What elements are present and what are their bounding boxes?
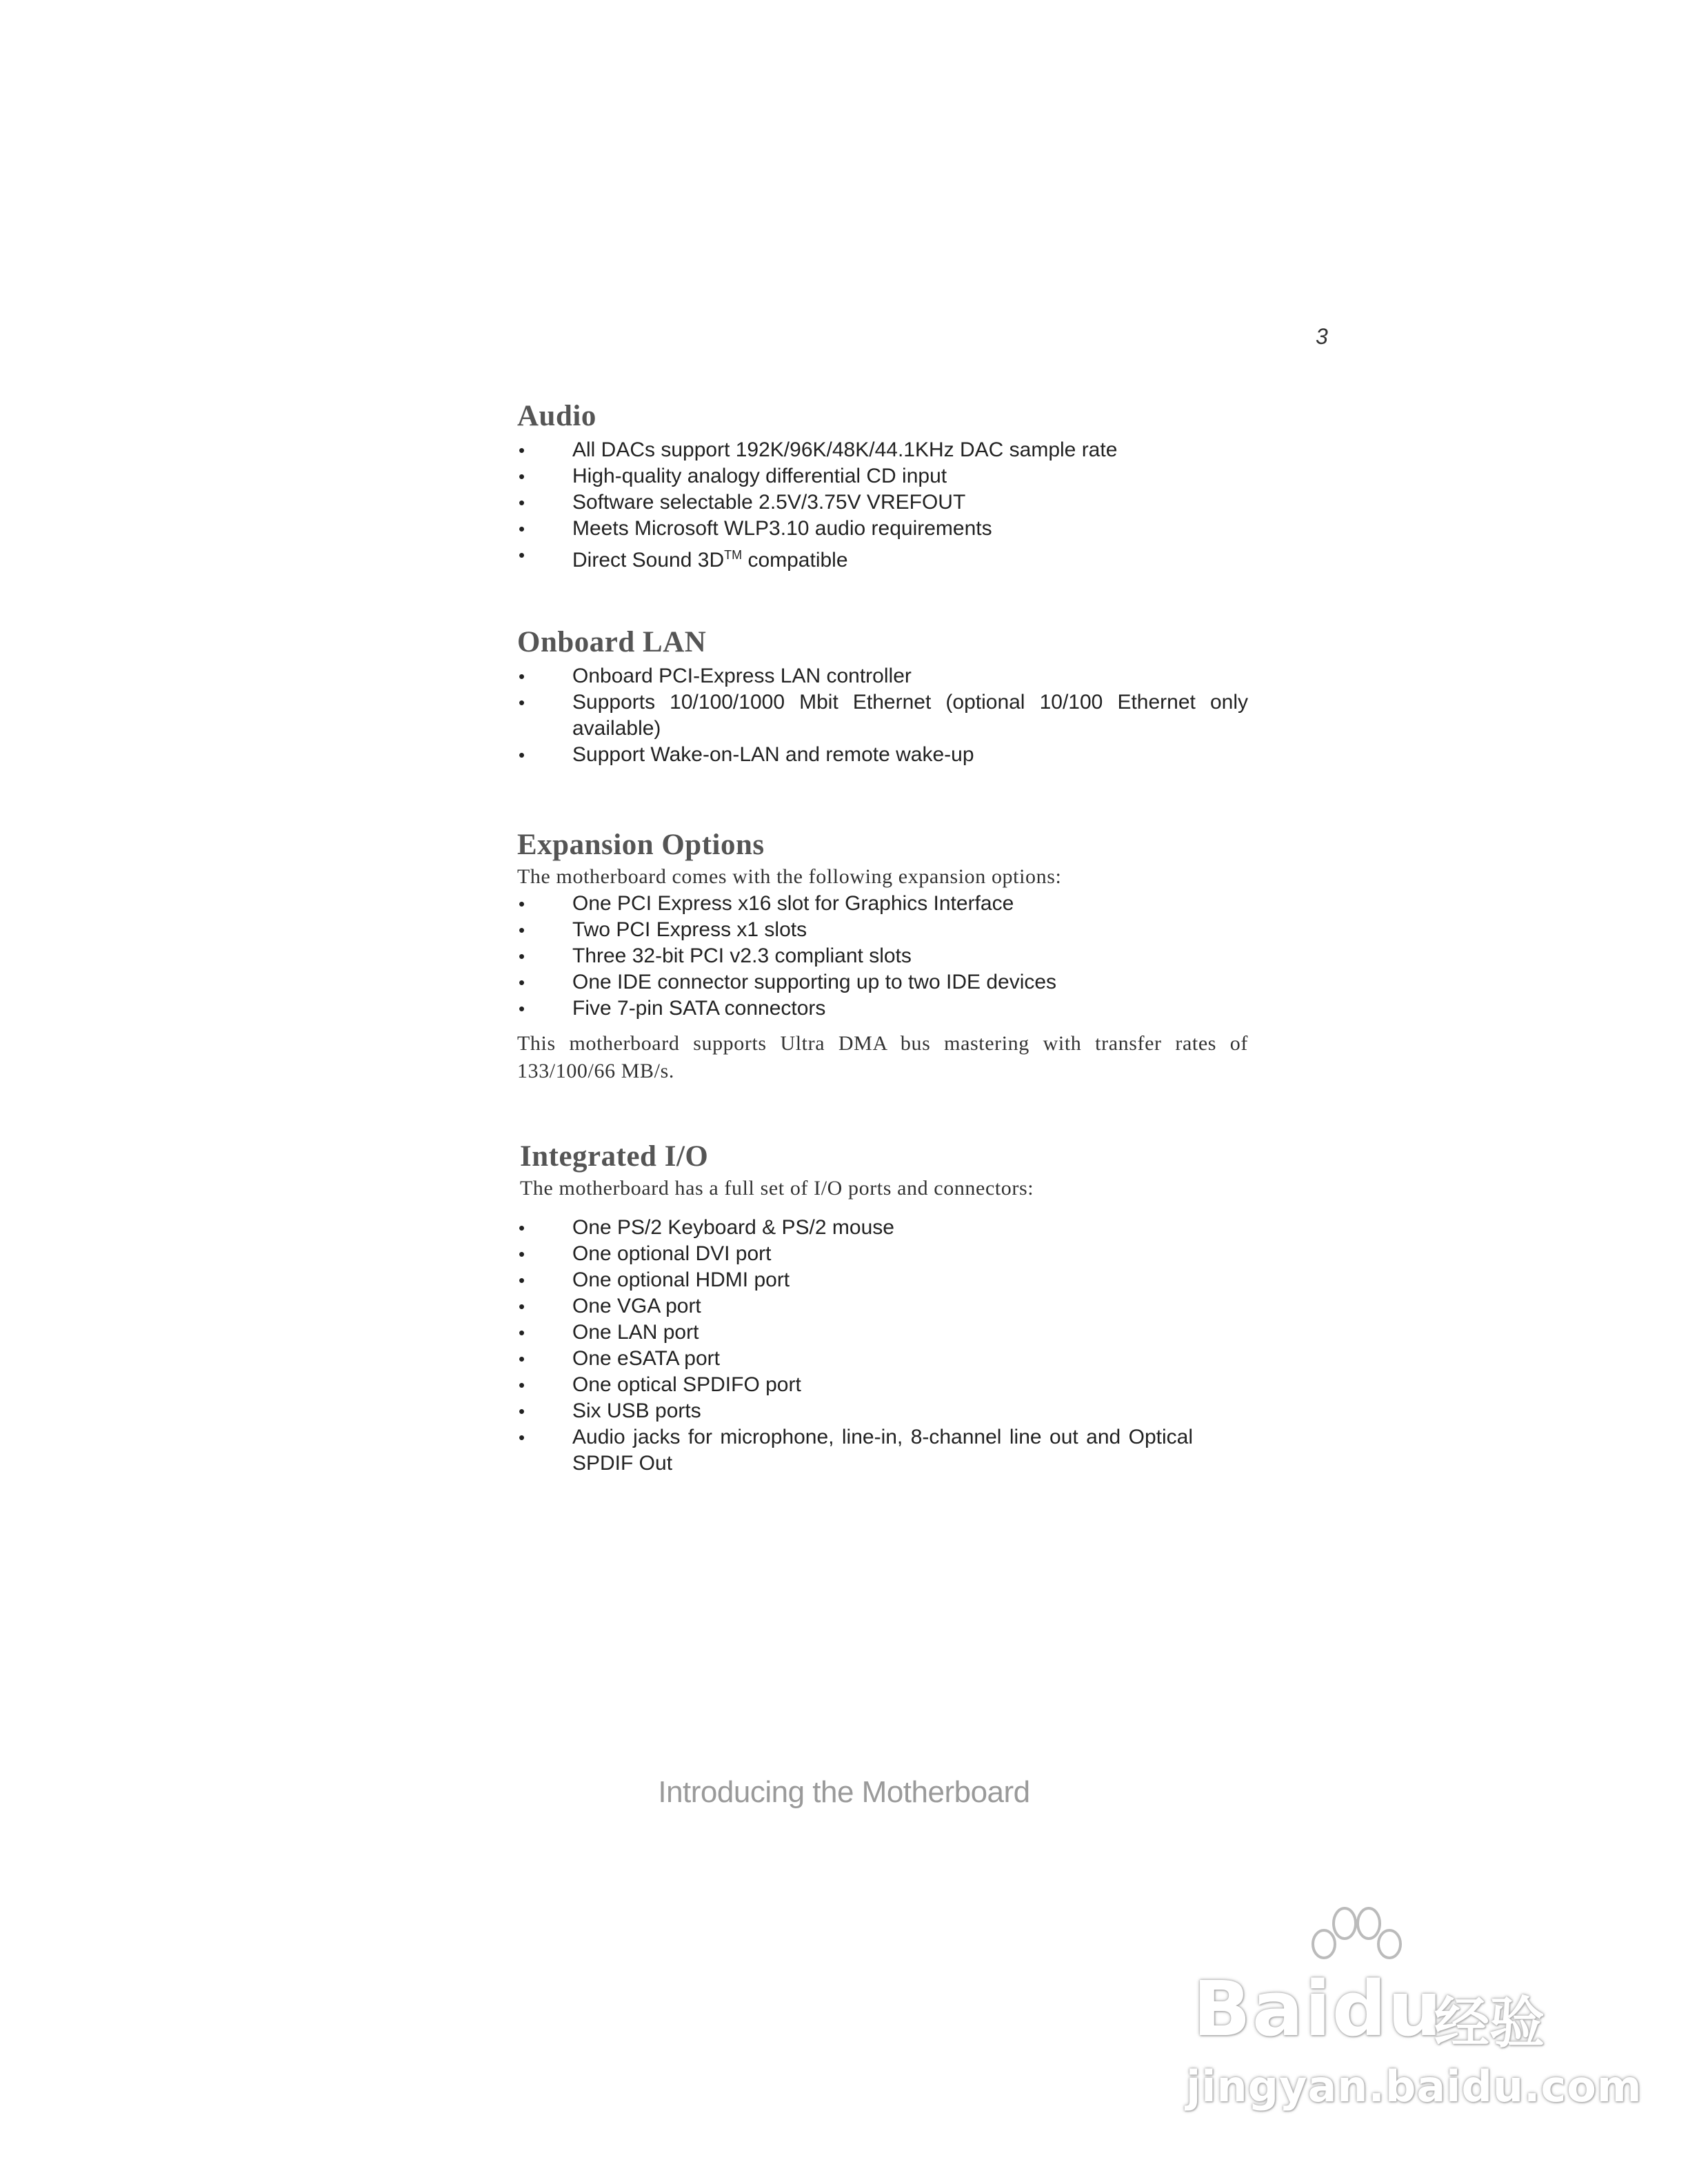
section-io bbox=[517, 1139, 1248, 1477]
io-intro: The motherboard has a full set of I/O ports and connectors: bbox=[520, 1177, 1034, 1200]
list-item: • Audio jacks for microphone, line-in, 8-channel line out and Optical SPDIF Out bbox=[517, 1424, 1193, 1477]
expansion-intro: The motherboard comes with the following expansion options: bbox=[517, 865, 1062, 888]
baidu-watermark bbox=[1172, 1903, 1642, 2130]
expansion-note: This motherboard supports Ultra DMA bus mastering with transfer rates of 133/100/66 MB/s. bbox=[517, 1032, 1248, 1082]
list-item: • One PCI Express x16 slot for Graphics Interface bbox=[517, 891, 1248, 917]
io-list bbox=[517, 1215, 1248, 1477]
list-item: • One optical SPDIFO port bbox=[517, 1372, 1248, 1398]
item-text: Direct Sound 3D bbox=[572, 549, 725, 572]
list-item: • Three 32-bit PCI v2.3 compliant slots bbox=[517, 943, 1248, 969]
io-heading: Integrated I/O bbox=[520, 1140, 709, 1173]
list-item: • One eSATA port bbox=[517, 1346, 1248, 1372]
lan-heading: Onboard LAN bbox=[517, 626, 707, 658]
watermark-url: jingyan.baidu.com bbox=[1186, 2061, 1642, 2112]
list-item: • One PS/2 Keyboard & PS/2 mouse bbox=[517, 1215, 1248, 1241]
list-item: • High-quality analogy differential CD input bbox=[517, 463, 1248, 489]
list-item: • Meets Microsoft WLP3.10 audio requirements bbox=[517, 516, 1248, 542]
list-item: • Supports 10/100/1000 Mbit Ethernet (optional 10/100 Ethernet only available) bbox=[517, 689, 1248, 742]
expansion-list bbox=[517, 891, 1248, 1022]
list-item: • Five 7-pin SATA connectors bbox=[517, 995, 1248, 1022]
section-expansion bbox=[517, 827, 1248, 1085]
list-item: • One optional HDMI port bbox=[517, 1267, 1248, 1293]
watermark-brand: Baidu bbox=[1193, 1965, 1443, 2053]
audio-heading: Audio bbox=[517, 400, 596, 432]
list-item: • All DACs support 192K/96K/48K/44.1KHz DAC sample rate bbox=[517, 437, 1248, 463]
list-item bbox=[517, 542, 1248, 574]
trademark-sup: TM bbox=[724, 548, 743, 562]
list-item: • Software selectable 2.5V/3.75V VREFOUT bbox=[517, 489, 1248, 516]
section-lan bbox=[517, 625, 1248, 768]
audio-list bbox=[517, 437, 1248, 574]
list-item: • One VGA port bbox=[517, 1293, 1248, 1320]
section-audio bbox=[517, 398, 1248, 574]
list-item: • One optional DVI port bbox=[517, 1241, 1248, 1267]
list-item: • Support Wake-on-LAN and remote wake-up bbox=[517, 742, 1248, 768]
list-item: • One IDE connector supporting up to two IDE devices bbox=[517, 969, 1248, 995]
watermark-cn: 经验 bbox=[1434, 1991, 1545, 2055]
expansion-heading: Expansion Options bbox=[517, 829, 765, 861]
page-footer: Introducing the Motherboard bbox=[658, 1775, 1030, 1809]
page-number: 3 bbox=[1316, 324, 1328, 349]
list-item: • Two PCI Express x1 slots bbox=[517, 917, 1248, 943]
list-item: • Six USB ports bbox=[517, 1398, 1248, 1424]
lan-list bbox=[517, 663, 1248, 768]
list-item: • One LAN port bbox=[517, 1320, 1248, 1346]
item-text: compatible bbox=[742, 549, 848, 572]
list-item: • Onboard PCI-Express LAN controller bbox=[517, 663, 1248, 689]
